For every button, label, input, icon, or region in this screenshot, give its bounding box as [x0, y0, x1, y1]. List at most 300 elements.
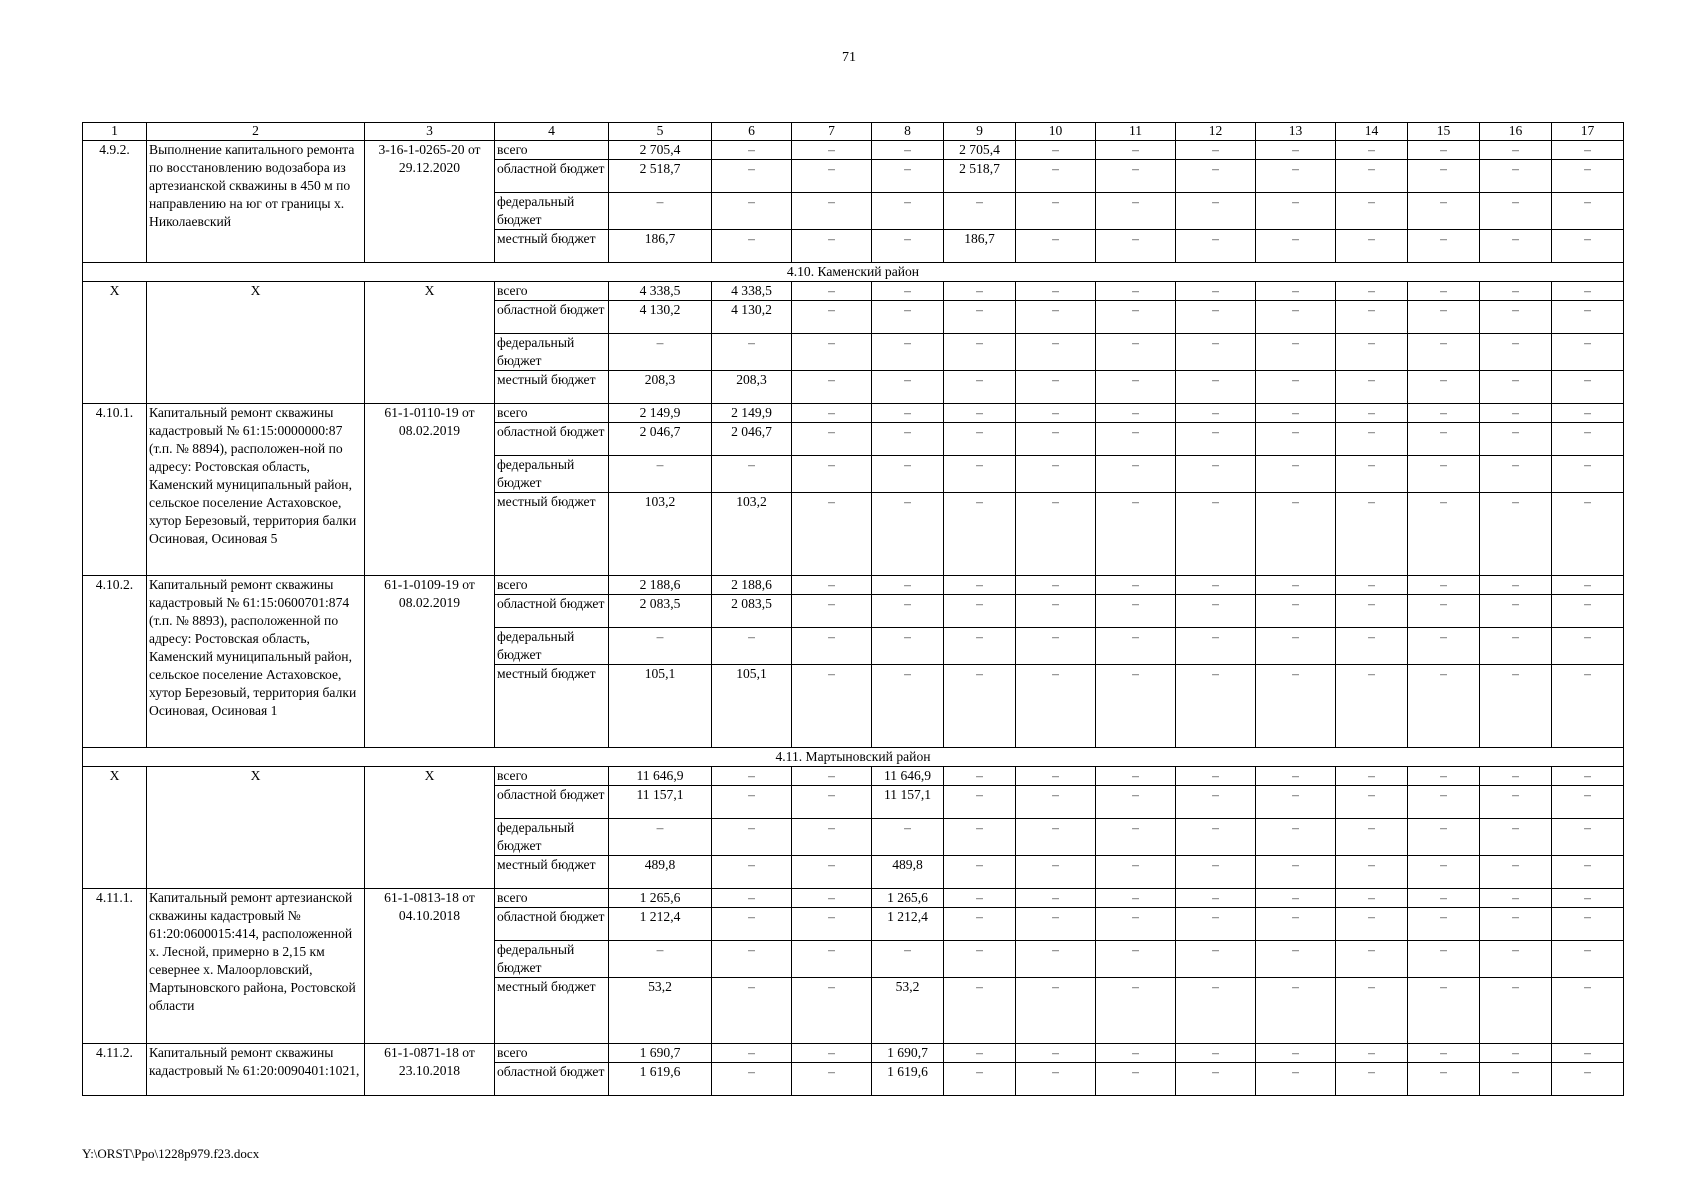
amount-cell: – — [1336, 371, 1408, 404]
amount-cell: – — [1336, 301, 1408, 334]
item-code: 61-1-0109-19 от 08.02.2019 — [365, 576, 495, 748]
amount-cell: – — [1552, 576, 1624, 595]
amount-cell: – — [1176, 230, 1256, 263]
amount-cell: – — [1256, 371, 1336, 404]
amount-cell: – — [792, 767, 872, 786]
amount-cell: – — [1016, 160, 1096, 193]
amount-cell: – — [1096, 334, 1176, 371]
amount-cell: – — [944, 493, 1016, 576]
amount-cell: – — [1336, 423, 1408, 456]
amount-cell: 2 188,6 — [712, 576, 792, 595]
amount-cell: – — [944, 767, 1016, 786]
amount-cell: – — [792, 282, 872, 301]
footer-file-path: Y:\ORST\Ppo\1228p979.f23.docx — [82, 1146, 260, 1161]
funding-source: федеральный бюджет — [495, 193, 609, 230]
amount-cell: – — [1256, 819, 1336, 856]
item-name: Капитальный ремонт скважины кадастровый № 61:20:0090401:1021, — [147, 1044, 365, 1096]
amount-cell: – — [1096, 160, 1176, 193]
funding-source: всего — [495, 576, 609, 595]
amount-cell: – — [1480, 141, 1552, 160]
amount-cell: – — [1096, 628, 1176, 665]
column-numbers-row — [83, 123, 1624, 141]
item-code: 61-1-0110-19 от 08.02.2019 — [365, 404, 495, 576]
amount-cell: – — [1176, 160, 1256, 193]
amount-cell: 53,2 — [872, 978, 944, 1044]
amount-cell: – — [1256, 856, 1336, 889]
amount-cell: – — [1408, 423, 1480, 456]
amount-cell: – — [1016, 1044, 1096, 1063]
amount-cell: 2 705,4 — [944, 141, 1016, 160]
amount-cell: – — [872, 941, 944, 978]
amount-cell: – — [1336, 141, 1408, 160]
amount-cell: – — [1336, 334, 1408, 371]
column-header: 9 — [944, 123, 1016, 141]
amount-cell: – — [1256, 230, 1336, 263]
amount-cell: – — [1336, 819, 1408, 856]
amount-cell: – — [1096, 141, 1176, 160]
amount-cell: – — [792, 456, 872, 493]
amount-cell: – — [792, 371, 872, 404]
amount-cell: – — [1096, 301, 1176, 334]
amount-cell: – — [872, 595, 944, 628]
amount-cell: – — [1176, 423, 1256, 456]
item-name: Капитальный ремонт артезианской скважины кадастровый № 61:20:0600015:414, расположенной х. Лесной, примерно в 2,15 км севернее х. Малоорловский, Мартыновского района, Ростовской области — [147, 889, 365, 1044]
amount-cell: – — [1552, 301, 1624, 334]
amount-cell: – — [712, 1044, 792, 1063]
amount-cell: – — [1176, 889, 1256, 908]
amount-cell: – — [1336, 889, 1408, 908]
table-body — [83, 123, 1624, 1096]
amount-cell: – — [1552, 371, 1624, 404]
amount-cell: – — [792, 978, 872, 1044]
funding-source: всего — [495, 767, 609, 786]
amount-cell: – — [1480, 404, 1552, 423]
amount-cell: – — [1480, 371, 1552, 404]
column-header: 12 — [1176, 123, 1256, 141]
amount-cell: – — [872, 334, 944, 371]
amount-cell: – — [872, 576, 944, 595]
amount-cell: 4 338,5 — [712, 282, 792, 301]
column-header: 16 — [1480, 123, 1552, 141]
amount-cell: – — [1480, 786, 1552, 819]
amount-cell: – — [872, 456, 944, 493]
amount-cell: – — [1016, 141, 1096, 160]
item-code: 61-1-0813-18 от 04.10.2018 — [365, 889, 495, 1044]
amount-cell: 2 149,9 — [609, 404, 712, 423]
amount-cell: – — [1256, 665, 1336, 748]
amount-cell: – — [1552, 423, 1624, 456]
amount-cell: – — [1336, 978, 1408, 1044]
amount-cell: – — [712, 334, 792, 371]
amount-cell: – — [1096, 889, 1176, 908]
funding-source: федеральный бюджет — [495, 334, 609, 371]
amount-cell: – — [1016, 423, 1096, 456]
amount-cell: – — [944, 576, 1016, 595]
amount-cell: – — [1336, 1063, 1408, 1096]
amount-cell: – — [1336, 856, 1408, 889]
funding-source: областной бюджет — [495, 786, 609, 819]
amount-cell: – — [944, 665, 1016, 748]
amount-cell: – — [1408, 141, 1480, 160]
amount-cell: 2 518,7 — [944, 160, 1016, 193]
amount-cell: – — [1096, 978, 1176, 1044]
amount-cell: – — [1408, 856, 1480, 889]
amount-cell: – — [712, 819, 792, 856]
amount-cell: – — [944, 371, 1016, 404]
amount-cell: – — [1016, 856, 1096, 889]
amount-cell: – — [1096, 1044, 1176, 1063]
amount-cell: – — [1016, 889, 1096, 908]
amount-cell: – — [1096, 423, 1176, 456]
amount-cell: – — [1408, 908, 1480, 941]
amount-cell: – — [1408, 595, 1480, 628]
amount-cell: – — [872, 193, 944, 230]
amount-cell: – — [792, 908, 872, 941]
amount-cell: – — [609, 456, 712, 493]
amount-cell: 105,1 — [712, 665, 792, 748]
amount-cell: – — [792, 141, 872, 160]
funding-source: всего — [495, 141, 609, 160]
amount-cell: – — [1096, 282, 1176, 301]
amount-cell: – — [1552, 856, 1624, 889]
amount-cell: – — [1336, 576, 1408, 595]
amount-cell: – — [1256, 1044, 1336, 1063]
amount-cell: – — [1096, 193, 1176, 230]
amount-cell: – — [712, 908, 792, 941]
amount-cell: – — [792, 665, 872, 748]
amount-cell: – — [1408, 301, 1480, 334]
amount-cell: – — [1096, 1063, 1176, 1096]
amount-cell: – — [944, 908, 1016, 941]
item-name: X — [147, 767, 365, 889]
amount-cell: – — [712, 978, 792, 1044]
amount-cell: – — [1096, 767, 1176, 786]
funding-source: всего — [495, 1044, 609, 1063]
amount-cell: – — [1256, 908, 1336, 941]
item-number: 4.10.1. — [83, 404, 147, 576]
amount-cell: – — [712, 628, 792, 665]
amount-cell: – — [1480, 767, 1552, 786]
amount-cell: – — [1016, 908, 1096, 941]
amount-cell: – — [712, 767, 792, 786]
amount-cell: – — [1176, 941, 1256, 978]
amount-cell: – — [944, 628, 1016, 665]
amount-cell: – — [712, 141, 792, 160]
amount-cell: – — [1408, 334, 1480, 371]
amount-cell: 53,2 — [609, 978, 712, 1044]
amount-cell: 4 338,5 — [609, 282, 712, 301]
amount-cell: – — [944, 1044, 1016, 1063]
amount-cell: – — [1016, 334, 1096, 371]
amount-cell: – — [944, 301, 1016, 334]
amount-cell: – — [1176, 978, 1256, 1044]
amount-cell: – — [1256, 301, 1336, 334]
amount-cell: – — [1408, 193, 1480, 230]
amount-cell: – — [1096, 576, 1176, 595]
amount-cell: – — [1016, 941, 1096, 978]
amount-cell: – — [792, 819, 872, 856]
funding-source: федеральный бюджет — [495, 941, 609, 978]
amount-cell: – — [944, 856, 1016, 889]
amount-cell: – — [1336, 193, 1408, 230]
amount-cell: – — [1480, 819, 1552, 856]
amount-cell: – — [1408, 665, 1480, 748]
amount-cell: – — [944, 423, 1016, 456]
item-code: X — [365, 767, 495, 889]
amount-cell: – — [1176, 334, 1256, 371]
amount-cell: – — [1552, 819, 1624, 856]
amount-cell: 11 646,9 — [609, 767, 712, 786]
column-header: 14 — [1336, 123, 1408, 141]
amount-cell: – — [1480, 1044, 1552, 1063]
amount-cell: – — [872, 141, 944, 160]
amount-cell: 2 705,4 — [609, 141, 712, 160]
item-number: 4.9.2. — [83, 141, 147, 263]
amount-cell: – — [1336, 665, 1408, 748]
amount-cell: 1 265,6 — [609, 889, 712, 908]
amount-cell: – — [792, 941, 872, 978]
amount-cell: 186,7 — [944, 230, 1016, 263]
amount-cell: – — [1096, 941, 1176, 978]
amount-cell: – — [944, 1063, 1016, 1096]
amount-cell: – — [1408, 978, 1480, 1044]
amount-cell: – — [1096, 819, 1176, 856]
amount-cell: – — [792, 404, 872, 423]
column-header: 1 — [83, 123, 147, 141]
section-row — [83, 748, 1624, 767]
amount-cell: – — [792, 786, 872, 819]
table-row — [83, 767, 1624, 786]
amount-cell: 2 046,7 — [712, 423, 792, 456]
funding-source: всего — [495, 404, 609, 423]
column-header: 2 — [147, 123, 365, 141]
amount-cell: – — [1016, 404, 1096, 423]
amount-cell: – — [1336, 1044, 1408, 1063]
amount-cell: – — [944, 889, 1016, 908]
funding-source: областной бюджет — [495, 160, 609, 193]
item-name: Капитальный ремонт скважины кадастровый № 61:15:0000000:87 (т.п. № 8894), расположен-ной по адресу: Ростовская область, Каменский муниципальный район, сельское поселение Астаховское, хутор Березовый, территория балки Осиновая, Осиновая 5 — [147, 404, 365, 576]
amount-cell: – — [1256, 193, 1336, 230]
amount-cell: – — [609, 819, 712, 856]
funding-source: всего — [495, 889, 609, 908]
amount-cell: – — [1552, 1063, 1624, 1096]
amount-cell: – — [1552, 193, 1624, 230]
amount-cell: – — [1016, 665, 1096, 748]
amount-cell: – — [1176, 819, 1256, 856]
amount-cell: – — [712, 889, 792, 908]
amount-cell: – — [1096, 404, 1176, 423]
amount-cell: – — [1336, 404, 1408, 423]
amount-cell: – — [1016, 819, 1096, 856]
amount-cell: 208,3 — [712, 371, 792, 404]
amount-cell: – — [1256, 767, 1336, 786]
amount-cell: – — [1176, 493, 1256, 576]
amount-cell: – — [792, 628, 872, 665]
amount-cell: – — [944, 404, 1016, 423]
amount-cell: – — [1096, 371, 1176, 404]
funding-source: местный бюджет — [495, 493, 609, 576]
section-title: 4.10. Каменский район — [83, 263, 1624, 282]
amount-cell: – — [1336, 908, 1408, 941]
amount-cell: – — [1408, 371, 1480, 404]
amount-cell: 11 157,1 — [609, 786, 712, 819]
item-number: 4.11.1. — [83, 889, 147, 1044]
amount-cell: – — [1480, 282, 1552, 301]
amount-cell: – — [1096, 908, 1176, 941]
amount-cell: 489,8 — [609, 856, 712, 889]
amount-cell: – — [1480, 160, 1552, 193]
amount-cell: – — [1016, 576, 1096, 595]
item-name: X — [147, 282, 365, 404]
amount-cell: – — [1016, 595, 1096, 628]
amount-cell: – — [1176, 786, 1256, 819]
amount-cell: – — [944, 941, 1016, 978]
amount-cell: – — [792, 193, 872, 230]
amount-cell: – — [1552, 665, 1624, 748]
amount-cell: – — [1256, 786, 1336, 819]
funding-source: областной бюджет — [495, 301, 609, 334]
amount-cell: – — [1480, 334, 1552, 371]
amount-cell: 2 518,7 — [609, 160, 712, 193]
amount-cell: – — [872, 665, 944, 748]
column-header: 8 — [872, 123, 944, 141]
amount-cell: – — [712, 456, 792, 493]
amount-cell: – — [1408, 1063, 1480, 1096]
amount-cell: – — [1256, 404, 1336, 423]
amount-cell: – — [1552, 628, 1624, 665]
amount-cell: – — [1336, 786, 1408, 819]
amount-cell: 11 157,1 — [872, 786, 944, 819]
amount-cell: – — [712, 856, 792, 889]
amount-cell: – — [1176, 282, 1256, 301]
amount-cell: – — [1176, 141, 1256, 160]
amount-cell: – — [1480, 423, 1552, 456]
amount-cell: – — [1256, 456, 1336, 493]
item-code: 61-1-0871-18 от 23.10.2018 — [365, 1044, 495, 1096]
amount-cell: – — [1256, 978, 1336, 1044]
amount-cell: – — [1256, 493, 1336, 576]
amount-cell: – — [1480, 193, 1552, 230]
amount-cell: 1 212,4 — [609, 908, 712, 941]
amount-cell: – — [1408, 230, 1480, 263]
amount-cell: – — [1552, 456, 1624, 493]
amount-cell: – — [1480, 576, 1552, 595]
amount-cell: – — [1256, 282, 1336, 301]
amount-cell: – — [872, 404, 944, 423]
amount-cell: – — [712, 941, 792, 978]
amount-cell: – — [1016, 456, 1096, 493]
amount-cell: – — [1096, 665, 1176, 748]
column-header: 15 — [1408, 123, 1480, 141]
amount-cell: – — [1552, 595, 1624, 628]
amount-cell: – — [1176, 908, 1256, 941]
funding-source: местный бюджет — [495, 230, 609, 263]
amount-cell: 1 690,7 — [872, 1044, 944, 1063]
amount-cell: – — [1256, 334, 1336, 371]
amount-cell: 186,7 — [609, 230, 712, 263]
amount-cell: – — [1256, 941, 1336, 978]
amount-cell: – — [1408, 493, 1480, 576]
amount-cell: – — [1016, 282, 1096, 301]
amount-cell: 103,2 — [609, 493, 712, 576]
amount-cell: – — [712, 1063, 792, 1096]
amount-cell: – — [1336, 628, 1408, 665]
amount-cell: – — [1336, 595, 1408, 628]
amount-cell: 4 130,2 — [609, 301, 712, 334]
amount-cell: 1 690,7 — [609, 1044, 712, 1063]
amount-cell: 1 212,4 — [872, 908, 944, 941]
amount-cell: – — [792, 423, 872, 456]
amount-cell: – — [1256, 141, 1336, 160]
amount-cell: 489,8 — [872, 856, 944, 889]
amount-cell: 2 046,7 — [609, 423, 712, 456]
amount-cell: – — [1480, 628, 1552, 665]
amount-cell: – — [1552, 1044, 1624, 1063]
amount-cell: – — [1256, 595, 1336, 628]
amount-cell: 1 619,6 — [609, 1063, 712, 1096]
amount-cell: – — [1336, 493, 1408, 576]
funding-source: федеральный бюджет — [495, 628, 609, 665]
column-header: 13 — [1256, 123, 1336, 141]
funding-source: федеральный бюджет — [495, 456, 609, 493]
amount-cell: 1 265,6 — [872, 889, 944, 908]
amount-cell: – — [1176, 193, 1256, 230]
item-name: Выполнение капитального ремонта по восстановлению водозабора из артезианской скважины в 450 м по направлению на юг от границы х. Николаевский — [147, 141, 365, 263]
amount-cell: – — [1176, 595, 1256, 628]
column-header: 4 — [495, 123, 609, 141]
item-number: 4.10.2. — [83, 576, 147, 748]
amount-cell: – — [1408, 1044, 1480, 1063]
amount-cell: – — [1552, 786, 1624, 819]
amount-cell: – — [872, 160, 944, 193]
amount-cell: – — [944, 786, 1016, 819]
amount-cell: – — [1096, 595, 1176, 628]
amount-cell: – — [872, 819, 944, 856]
amount-cell: – — [1480, 301, 1552, 334]
amount-cell: – — [1552, 334, 1624, 371]
item-number: X — [83, 282, 147, 404]
amount-cell: 2 149,9 — [712, 404, 792, 423]
amount-cell: – — [1176, 576, 1256, 595]
amount-cell: – — [1256, 160, 1336, 193]
amount-cell: – — [1552, 493, 1624, 576]
amount-cell: – — [1552, 404, 1624, 423]
column-header: 3 — [365, 123, 495, 141]
amount-cell: – — [1408, 160, 1480, 193]
amount-cell: – — [1176, 371, 1256, 404]
amount-cell: – — [1480, 230, 1552, 263]
funding-source: областной бюджет — [495, 423, 609, 456]
amount-cell: – — [1336, 282, 1408, 301]
amount-cell: – — [1552, 889, 1624, 908]
amount-cell: – — [1408, 404, 1480, 423]
amount-cell: – — [1176, 767, 1256, 786]
amount-cell: – — [1480, 595, 1552, 628]
table-row — [83, 282, 1624, 301]
amount-cell: 2 188,6 — [609, 576, 712, 595]
amount-cell: – — [872, 423, 944, 456]
amount-cell: 2 083,5 — [712, 595, 792, 628]
item-code: X — [365, 282, 495, 404]
funding-source: местный бюджет — [495, 665, 609, 748]
amount-cell: – — [1096, 786, 1176, 819]
amount-cell: – — [1336, 941, 1408, 978]
amount-cell: – — [1480, 889, 1552, 908]
amount-cell: – — [1096, 230, 1176, 263]
amount-cell: – — [1176, 456, 1256, 493]
amount-cell: – — [944, 193, 1016, 230]
amount-cell: – — [1336, 230, 1408, 263]
